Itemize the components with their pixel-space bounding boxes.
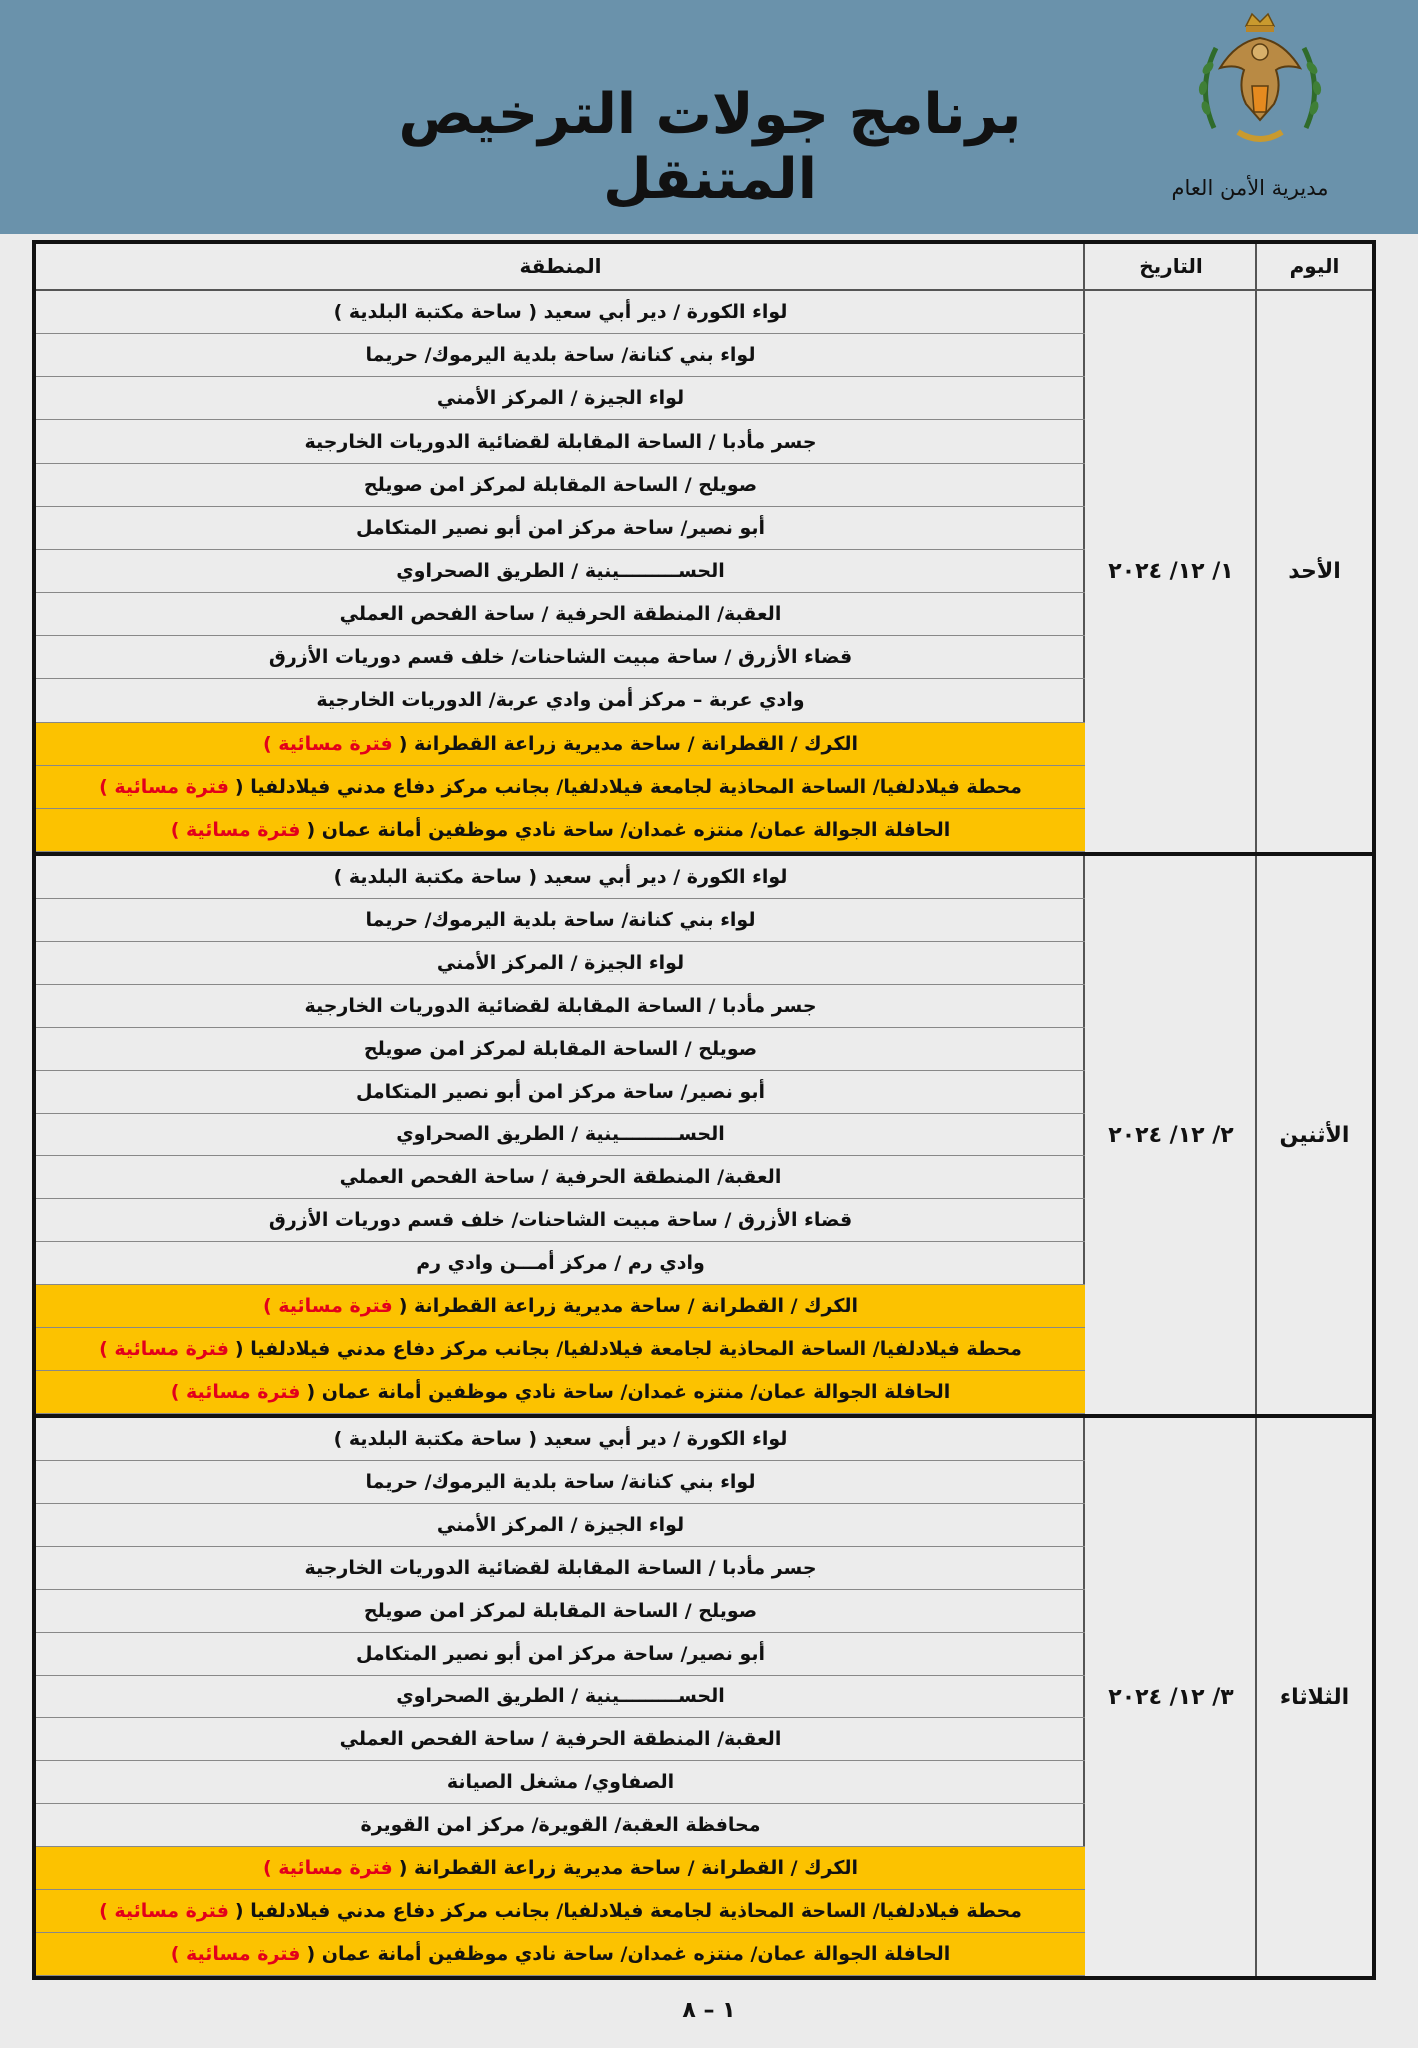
location-row	[36, 1718, 1085, 1761]
location-text: لواء الجيزة / المركز الأمني	[436, 387, 685, 410]
location-row	[36, 1461, 1085, 1504]
header-date: التاريخ	[1139, 254, 1203, 278]
location-text: الحســـــــــينية / الطريق الصحراوي	[396, 1685, 725, 1708]
location-text: الكرك / القطرانة / ساحة مديرية زراعة القطرانة (	[398, 1857, 859, 1880]
location-row	[36, 1071, 1085, 1114]
date-cell: ١/ ١٢/ ٢٠٢٤	[1108, 559, 1234, 584]
location-text: لواء بني كنانة/ ساحة بلدية اليرموك/ حريما	[365, 344, 756, 367]
location-text: صويلح / الساحة المقابلة لمركز امن صويلح	[363, 1599, 758, 1622]
location-text: العقبة/ المنطقة الحرفية / ساحة الفحص العملي	[339, 603, 782, 626]
location-text: محافظة العقبة/ القويرة/ مركز امن القويرة	[360, 1814, 761, 1837]
table-header-row	[36, 244, 1372, 291]
location-row	[36, 942, 1085, 985]
location-text: أبو نصير/ ساحة مركز امن أبو نصير المتكامل	[355, 1642, 766, 1665]
evening-location-row	[36, 1847, 1085, 1890]
location-row	[36, 636, 1085, 679]
location-text: محطة فيلادلفيا/ الساحة المحاذية لجامعة فيلادلفيا/ بجانب مركز دفاع مدني فيلادلفيا (	[234, 775, 1022, 798]
location-row	[36, 291, 1085, 334]
evening-location-row	[36, 809, 1085, 852]
location-row	[36, 464, 1085, 507]
location-text: الكرك / القطرانة / ساحة مديرية زراعة القطرانة (	[398, 732, 859, 755]
evening-period-note: فترة مسائية )	[262, 1295, 393, 1318]
location-text: صويلح / الساحة المقابلة لمركز امن صويلح	[363, 473, 758, 496]
page-header	[0, 0, 1418, 234]
location-text: العقبة/ المنطقة الحرفية / ساحة الفحص العملي	[339, 1166, 782, 1189]
evening-period-note: فترة مسائية )	[170, 1943, 301, 1966]
location-row	[36, 593, 1085, 636]
evening-period-note: فترة مسائية )	[262, 1857, 393, 1880]
header-area: المنطقة	[519, 254, 602, 278]
location-text: محطة فيلادلفيا/ الساحة المحاذية لجامعة فيلادلفيا/ بجانب مركز دفاع مدني فيلادلفيا (	[234, 1338, 1022, 1361]
location-text: محطة فيلادلفيا/ الساحة المحاذية لجامعة فيلادلفيا/ بجانب مركز دفاع مدني فيلادلفيا (	[234, 1900, 1022, 1923]
date-cell: ٢/ ١٢/ ٢٠٢٤	[1108, 1122, 1234, 1148]
evening-period-note: فترة مسائية )	[262, 732, 393, 755]
location-text: لواء الجيزة / المركز الأمني	[436, 951, 685, 974]
location-row	[36, 1547, 1085, 1590]
location-text: لواء الكورة / دير أبي سعيد ( ساحة مكتبة البلدية )	[333, 1427, 788, 1450]
evening-location-row	[36, 1285, 1085, 1328]
location-row	[36, 1156, 1085, 1199]
location-text: الحافلة الجوالة عمان/ منتزه غمدان/ ساحة نادي موظفين أمانة عمان (	[306, 1943, 951, 1966]
location-row	[36, 1242, 1085, 1285]
evening-period-note: فترة مسائية )	[170, 818, 301, 841]
location-row	[36, 377, 1085, 420]
day-block	[36, 1414, 1372, 1976]
location-row	[36, 1761, 1085, 1804]
location-text: أبو نصير/ ساحة مركز امن أبو نصير المتكامل	[355, 1080, 766, 1103]
location-row	[36, 1504, 1085, 1547]
location-text: لواء الكورة / دير أبي سعيد ( ساحة مكتبة البلدية )	[333, 865, 788, 888]
location-text: لواء بني كنانة/ ساحة بلدية اليرموك/ حريما	[365, 1470, 756, 1493]
location-text: الحســـــــــينية / الطريق الصحراوي	[396, 559, 725, 582]
location-text: صويلح / الساحة المقابلة لمركز امن صويلح	[363, 1037, 758, 1060]
day-cell: الأحد	[1288, 559, 1341, 584]
day-cell: الأثنين	[1279, 1122, 1350, 1148]
location-text: جسر مأدبا / الساحة المقابلة لقضائية الدوريات الخارجية	[304, 994, 817, 1017]
location-row	[36, 679, 1085, 722]
location-row	[36, 507, 1085, 550]
page-number: ١ – ٨	[682, 1998, 736, 2023]
location-text: جسر مأدبا / الساحة المقابلة لقضائية الدوريات الخارجية	[304, 430, 817, 453]
location-row	[36, 856, 1085, 899]
page-title: برنامج جولات الترخيص المتنقل	[398, 82, 1022, 212]
day-block	[36, 291, 1372, 852]
evening-location-row	[36, 723, 1085, 766]
location-text: قضاء الأزرق / ساحة مبيت الشاحنات/ خلف قسم دوريات الأزرق	[268, 646, 853, 669]
date-cell: ٣/ ١٢/ ٢٠٢٤	[1108, 1684, 1234, 1710]
evening-location-row	[36, 1933, 1085, 1976]
department-name: مديرية الأمن العام	[1171, 176, 1329, 200]
schedule-table	[32, 240, 1376, 1980]
location-row	[36, 1114, 1085, 1157]
location-text: لواء بني كنانة/ ساحة بلدية اليرموك/ حريما	[365, 908, 756, 931]
location-text: الحافلة الجوالة عمان/ منتزه غمدان/ ساحة نادي موظفين أمانة عمان (	[306, 1381, 951, 1404]
location-row	[36, 1418, 1085, 1461]
location-text: جسر مأدبا / الساحة المقابلة لقضائية الدوريات الخارجية	[304, 1556, 817, 1579]
location-row	[36, 899, 1085, 942]
evening-period-note: فترة مسائية )	[99, 1900, 229, 1923]
location-row	[36, 1590, 1085, 1633]
public-security-emblem-icon	[1186, 8, 1334, 158]
evening-period-note: فترة مسائية )	[170, 1381, 301, 1404]
evening-location-row	[36, 1328, 1085, 1371]
location-text: الحافلة الجوالة عمان/ منتزه غمدان/ ساحة نادي موظفين أمانة عمان (	[306, 818, 951, 841]
evening-period-note: فترة مسائية )	[99, 775, 229, 798]
evening-location-row	[36, 766, 1085, 809]
location-text: الصفاوي/ مشغل الصيانة	[446, 1771, 675, 1794]
header-day: اليوم	[1289, 254, 1340, 278]
location-text: قضاء الأزرق / ساحة مبيت الشاحنات/ خلف قسم دوريات الأزرق	[268, 1209, 853, 1232]
location-text: الكرك / القطرانة / ساحة مديرية زراعة القطرانة (	[398, 1295, 859, 1318]
location-row	[36, 985, 1085, 1028]
day-block	[36, 852, 1372, 1414]
location-row	[36, 1199, 1085, 1242]
location-text: العقبة/ المنطقة الحرفية / ساحة الفحص العملي	[339, 1728, 782, 1751]
location-text: وادي عربة – مركز أمن وادي عربة/ الدوريات الخارجية	[316, 689, 805, 712]
location-text: وادي رم / مركز أمـــن وادي رم	[416, 1252, 705, 1275]
day-cell: الثلاثاء	[1279, 1684, 1350, 1710]
location-text: أبو نصير/ ساحة مركز امن أبو نصير المتكامل	[355, 516, 766, 539]
evening-location-row	[36, 1371, 1085, 1414]
evening-period-note: فترة مسائية )	[99, 1338, 229, 1361]
location-row	[36, 420, 1085, 463]
location-row	[36, 1633, 1085, 1676]
location-text: الحســـــــــينية / الطريق الصحراوي	[396, 1123, 725, 1146]
location-row	[36, 550, 1085, 593]
location-row	[36, 1676, 1085, 1719]
location-text: لواء الكورة / دير أبي سعيد ( ساحة مكتبة البلدية )	[333, 301, 788, 324]
location-row	[36, 334, 1085, 377]
evening-location-row	[36, 1890, 1085, 1933]
location-text: لواء الجيزة / المركز الأمني	[436, 1513, 685, 1536]
location-row	[36, 1028, 1085, 1071]
location-row	[36, 1804, 1085, 1847]
